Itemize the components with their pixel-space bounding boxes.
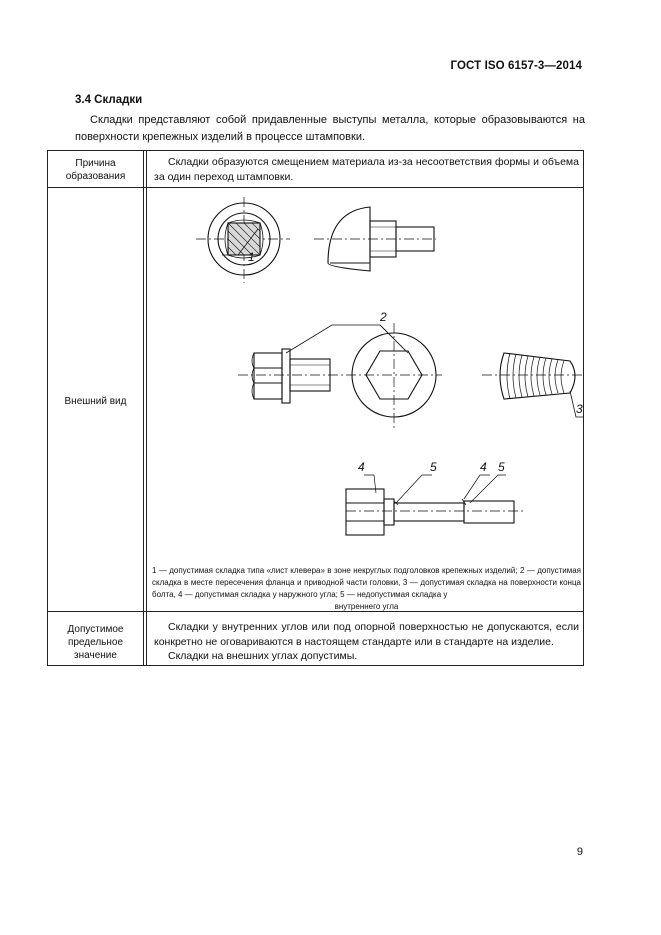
section-intro: Складки представляют собой придавленные выступы металла, которые образовываются на поверхности крепежных изделий в процессе штамповки. bbox=[75, 114, 585, 143]
callout-3: 3 bbox=[576, 402, 583, 416]
fig2-side-view bbox=[238, 349, 346, 403]
row1-label bbox=[48, 157, 143, 183]
row3-text-p1: Складки у внутренних углов или под опорной поверхностью не допускаются, если конкретно не оговариваются в настоящем стандарте или в стандарте на изделие. bbox=[154, 621, 579, 648]
callout-2: 2 bbox=[380, 310, 387, 324]
caption-part1: 1 — допустимая складка типа «лист клевера» в зоне некруглых подголовков крепежных изделий; 2 — допустимая складка в месте пересечения фланца и приводной части головки, 3 — допустимая складка на поверхности конца болта, 4 — допустимая складка у наружного угла; 5 — недопустимая складка у bbox=[152, 566, 581, 599]
row3-label-line1: Допустимое bbox=[67, 624, 124, 635]
row2-label: Внешний вид bbox=[64, 396, 127, 407]
section-title: 3.4 Складки bbox=[75, 94, 143, 106]
row3-label-line2: предельное bbox=[67, 637, 124, 648]
fig4-bolt-shank bbox=[346, 475, 526, 535]
caption-part2: внутреннего угла bbox=[334, 602, 399, 611]
fig3-threaded-end bbox=[482, 353, 584, 417]
fig1-top-view bbox=[196, 197, 290, 283]
row3-label bbox=[48, 623, 143, 662]
row3-label-line3: значение bbox=[74, 650, 117, 661]
column-divider bbox=[143, 151, 144, 665]
callout-4b: 4 bbox=[480, 460, 487, 474]
row1-label-line2: образования bbox=[65, 171, 126, 182]
callout-5a: 5 bbox=[430, 460, 437, 474]
row1-text: Складки образуются смещением материала из-за несоответствия формы и объема за один переход штамповки. bbox=[154, 156, 579, 183]
standard-code: ГОСТ ISO 6157-3—2014 bbox=[450, 60, 582, 72]
defects-drawing bbox=[146, 193, 584, 613]
fig1-side-view bbox=[314, 207, 436, 271]
callout-5b: 5 bbox=[498, 460, 505, 474]
row3-text-p2: Складки на внешних углах допустимы. bbox=[168, 650, 358, 662]
defects-table bbox=[47, 150, 584, 666]
callout-1: 1 bbox=[248, 250, 255, 264]
page-number: 9 bbox=[576, 846, 583, 858]
row-divider-1 bbox=[48, 187, 583, 188]
row1-label-line1: Причина bbox=[75, 158, 116, 169]
callout-4a: 4 bbox=[358, 460, 365, 474]
figure-caption bbox=[152, 565, 581, 613]
